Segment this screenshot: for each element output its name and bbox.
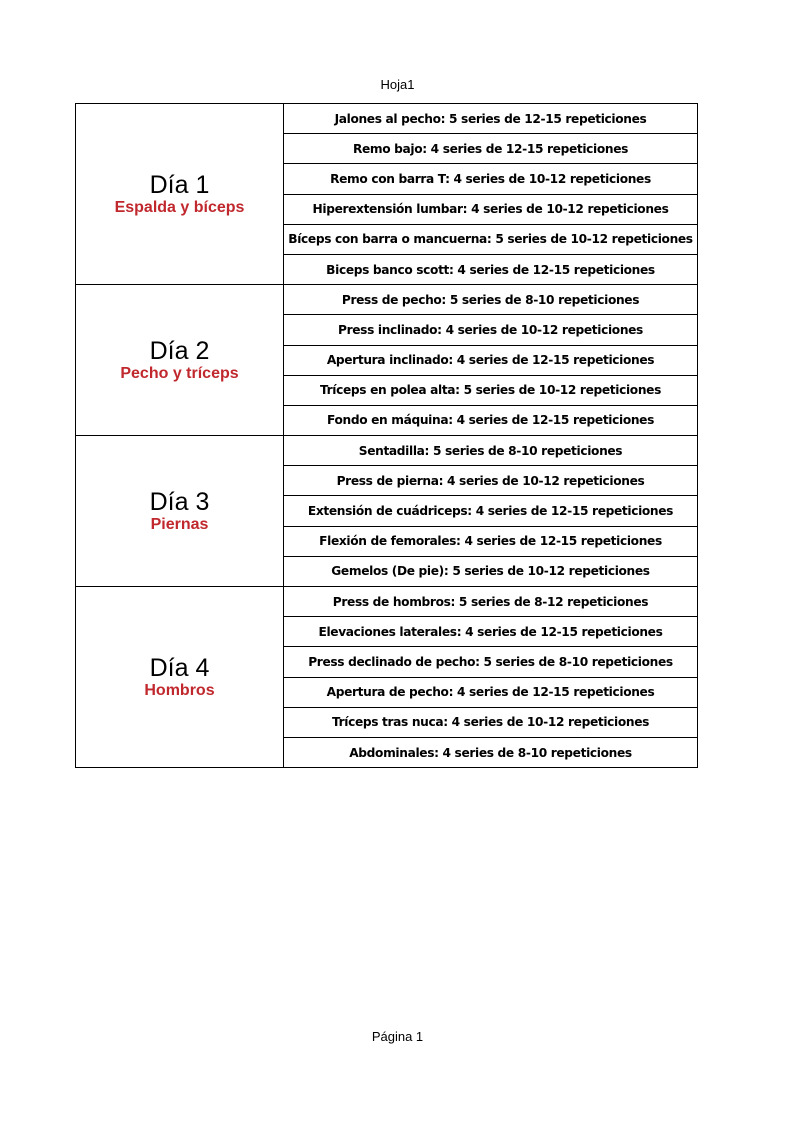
- exercise-cell: Biceps banco scott: 4 series de 12-15 repeticiones: [284, 254, 698, 284]
- day-cell: [76, 587, 284, 768]
- exercise-cell: Press de hombros: 5 series de 8-12 repeticiones: [284, 587, 698, 617]
- table-row: [76, 285, 698, 315]
- exercise-cell: Tríceps en polea alta: 5 series de 10-12 repeticiones: [284, 375, 698, 405]
- workout-table: [75, 103, 698, 768]
- exercise-cell: Press inclinado: 4 series de 10-12 repeticiones: [284, 315, 698, 345]
- exercise-cell: Gemelos (De pie): 5 series de 10-12 repeticiones: [284, 556, 698, 586]
- table-row: [76, 436, 698, 466]
- exercise-cell: Flexión de femorales: 4 series de 12-15 repeticiones: [284, 526, 698, 556]
- exercise-cell: Remo bajo: 4 series de 12-15 repeticiones: [284, 134, 698, 164]
- page-number-footer: Página 1: [371, 1029, 424, 1044]
- day-subtitle: Espalda y bíceps: [114, 199, 245, 217]
- exercise-cell: Sentadilla: 5 series de 8-10 repeticiones: [284, 436, 698, 466]
- exercise-cell: Bíceps con barra o mancuerna: 5 series de 10-12 repeticiones: [284, 224, 698, 254]
- day-title: Día 1: [149, 171, 210, 200]
- exercise-cell: Press de pecho: 5 series de 8-10 repeticiones: [284, 285, 698, 315]
- table-row: [76, 104, 698, 134]
- table-row: [76, 587, 698, 617]
- sheet-name-header: Hoja1: [380, 77, 415, 92]
- exercise-cell: Tríceps tras nuca: 4 series de 10-12 repeticiones: [284, 707, 698, 737]
- exercise-cell: Fondo en máquina: 4 series de 12-15 repeticiones: [284, 405, 698, 435]
- exercise-cell: Hiperextensión lumbar: 4 series de 10-12 repeticiones: [284, 194, 698, 224]
- day-subtitle: Hombros: [144, 682, 215, 700]
- exercise-cell: Jalones al pecho: 5 series de 12-15 repeticiones: [284, 104, 698, 134]
- day-subtitle: Pecho y tríceps: [120, 365, 239, 383]
- exercise-cell: Apertura inclinado: 4 series de 12-15 repeticiones: [284, 345, 698, 375]
- exercise-cell: Extensión de cuádriceps: 4 series de 12-15 repeticiones: [284, 496, 698, 526]
- exercise-cell: Elevaciones laterales: 4 series de 12-15 repeticiones: [284, 617, 698, 647]
- day-title: Día 3: [149, 488, 210, 517]
- day-cell: [76, 285, 284, 436]
- exercise-cell: Remo con barra T: 4 series de 10-12 repeticiones: [284, 164, 698, 194]
- day-cell: [76, 436, 284, 587]
- day-cell: [76, 104, 284, 285]
- exercise-cell: Press declinado de pecho: 5 series de 8-10 repeticiones: [284, 647, 698, 677]
- exercise-cell: Press de pierna: 4 series de 10-12 repeticiones: [284, 466, 698, 496]
- exercise-cell: Abdominales: 4 series de 8-10 repeticiones: [284, 737, 698, 767]
- day-title: Día 2: [149, 337, 210, 366]
- exercise-cell: Apertura de pecho: 4 series de 12-15 repeticiones: [284, 677, 698, 707]
- day-title: Día 4: [149, 654, 210, 683]
- day-subtitle: Piernas: [150, 516, 209, 534]
